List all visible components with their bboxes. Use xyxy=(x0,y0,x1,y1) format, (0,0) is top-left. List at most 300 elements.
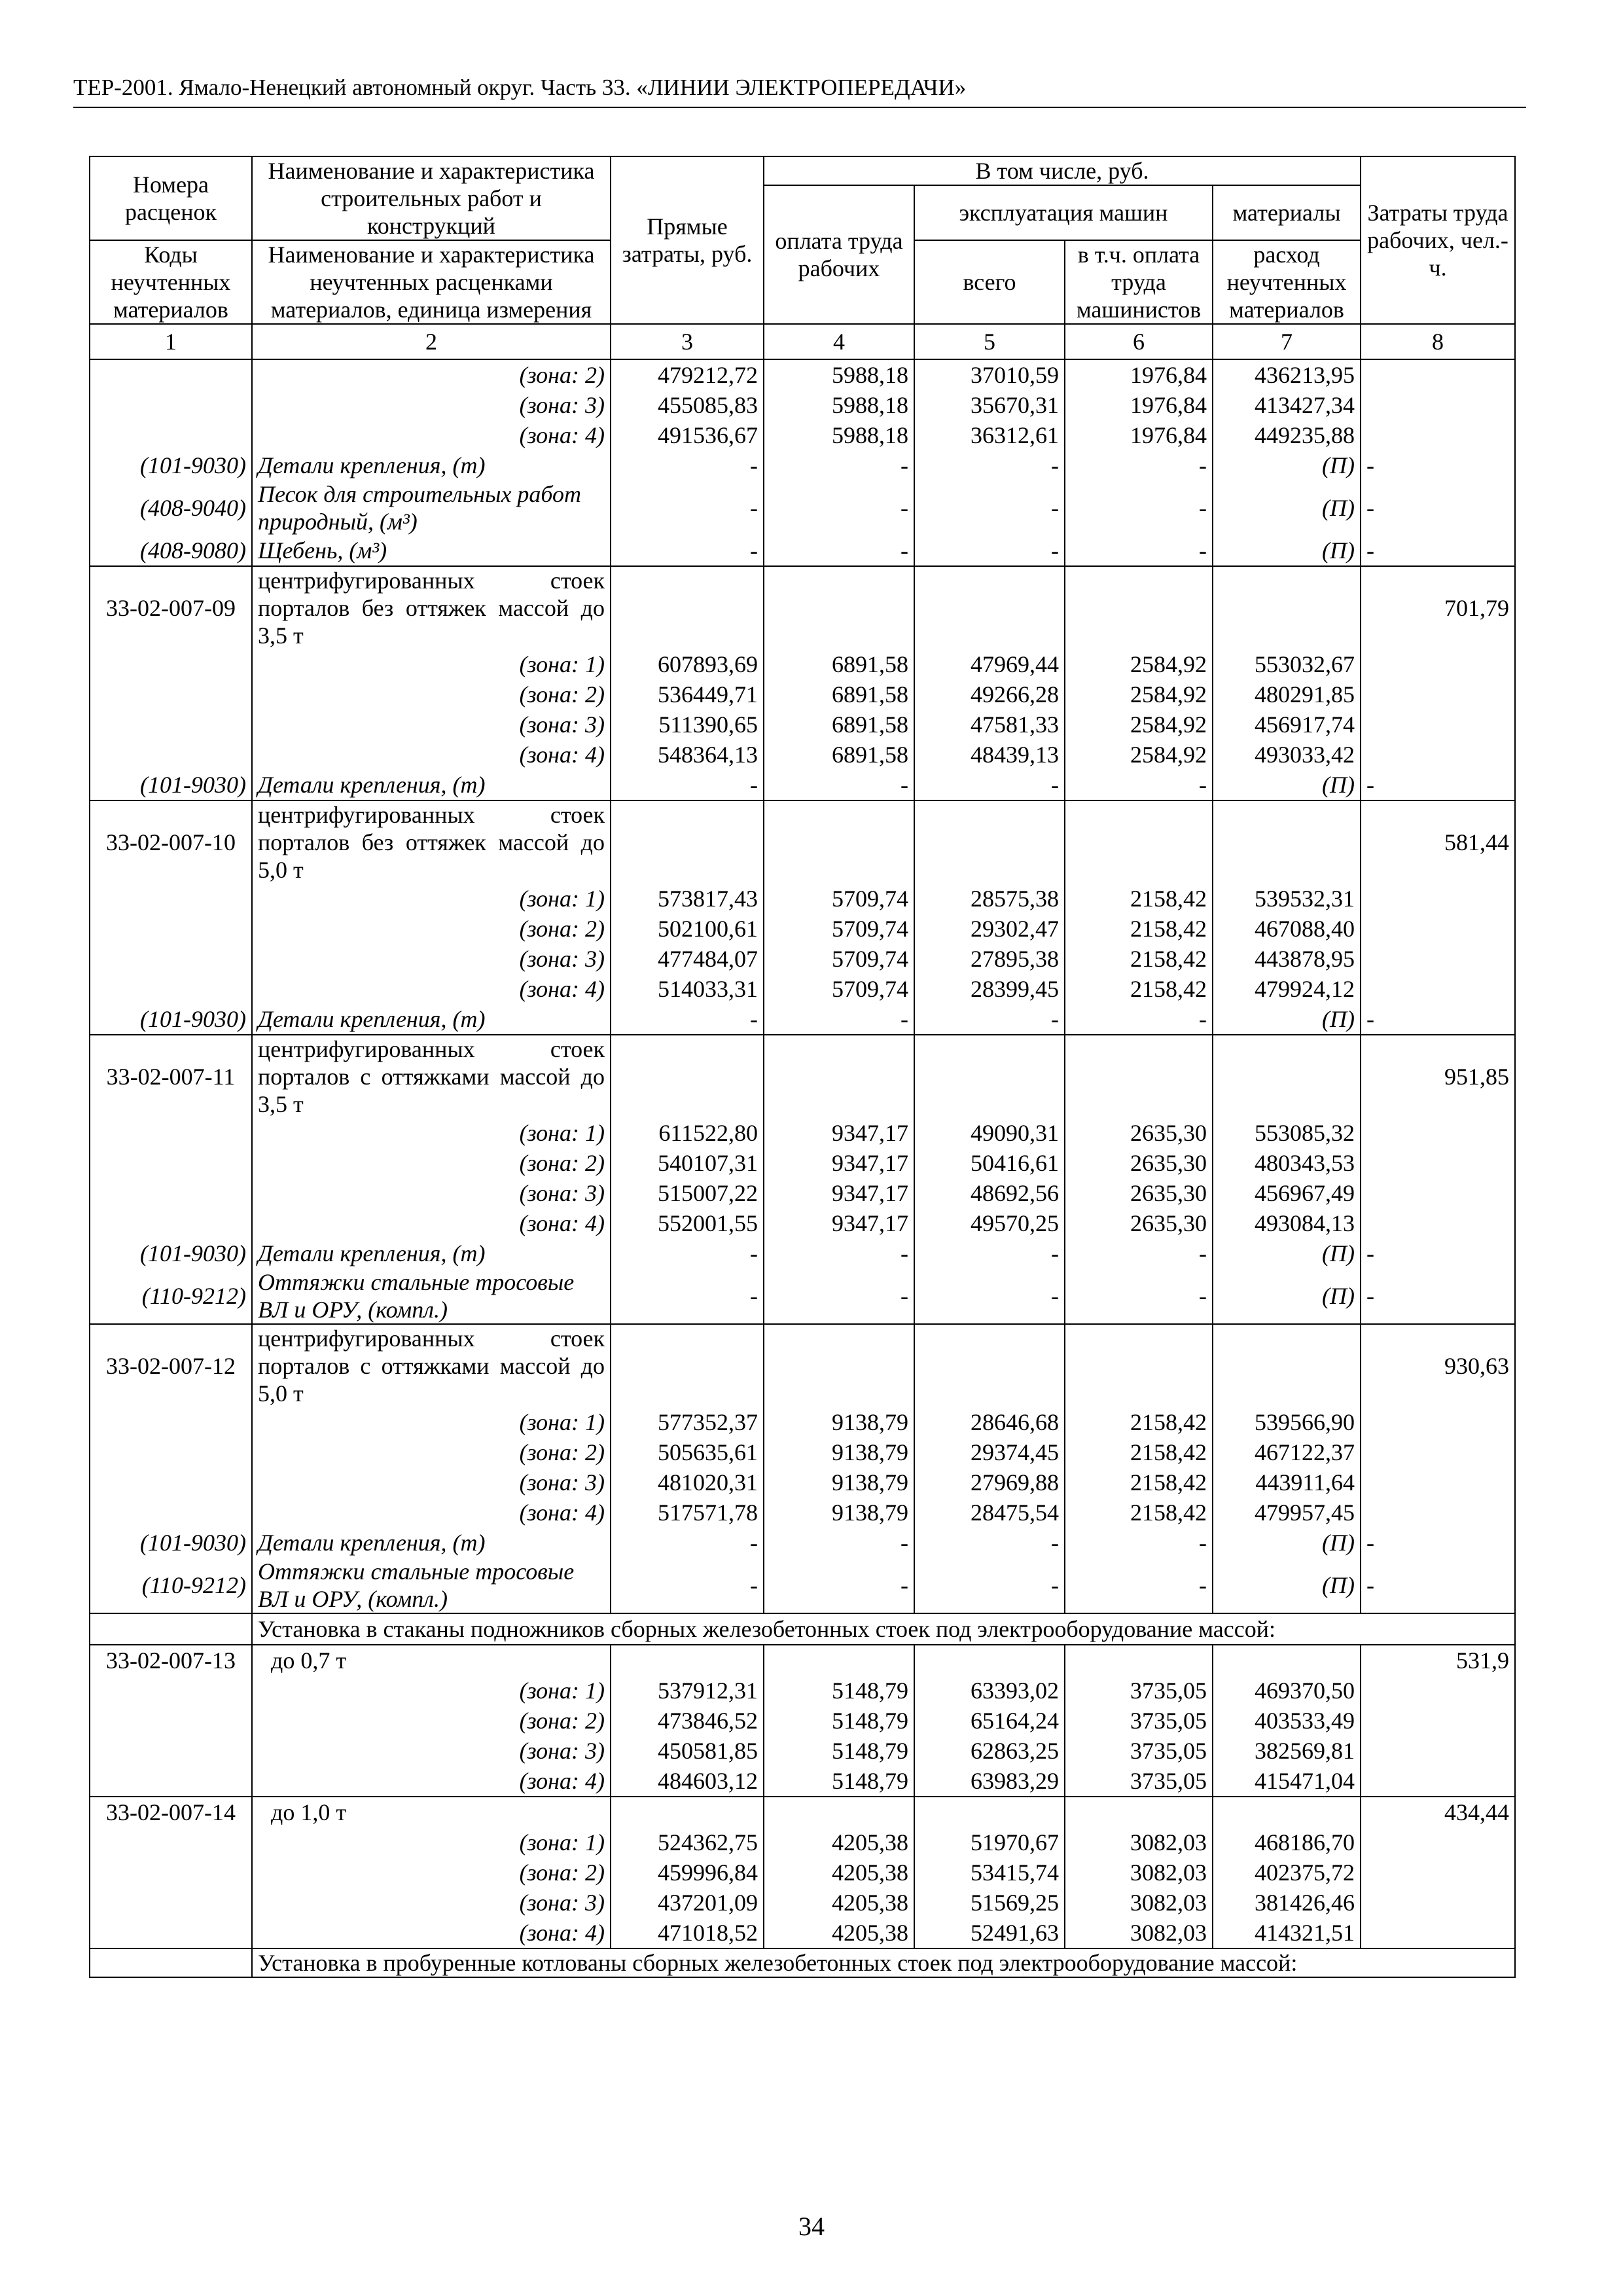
rate-row xyxy=(90,1035,1515,1118)
machines-total: 63393,02 xyxy=(914,1676,1065,1706)
worker-pay: 5988,18 xyxy=(764,420,914,450)
zone-label: (зона: 3) xyxy=(252,1736,611,1766)
machines-total: 28646,68 xyxy=(914,1407,1065,1437)
worker-pay: 9138,79 xyxy=(764,1437,914,1467)
materials-cost: 467122,37 xyxy=(1213,1437,1361,1467)
material-name: Детали крепления, (т) xyxy=(252,450,611,480)
dash: - xyxy=(914,535,1065,566)
zone-row xyxy=(90,709,1515,740)
machines-total: 36312,61 xyxy=(914,420,1065,450)
machinist-pay: 1976,84 xyxy=(1065,359,1213,390)
zone-row xyxy=(90,1118,1515,1148)
machinist-pay: 2635,30 xyxy=(1065,1148,1213,1178)
col2-header: Наименование и характеристика строительных работ и конструкций xyxy=(252,156,611,240)
dash: - xyxy=(914,1004,1065,1035)
zone-label: (зона: 4) xyxy=(252,740,611,770)
direct-cost: 502100,61 xyxy=(611,914,764,944)
materials-cost: 493084,13 xyxy=(1213,1208,1361,1238)
dash: - xyxy=(764,1528,914,1558)
dash: - xyxy=(914,1238,1065,1268)
section-row xyxy=(90,1948,1515,1977)
worker-pay: 5988,18 xyxy=(764,359,914,390)
dash: - xyxy=(764,1268,914,1324)
dash: - xyxy=(914,770,1065,800)
zone-label: (зона: 1) xyxy=(252,1407,611,1437)
zone-label: (зона: 2) xyxy=(252,1437,611,1467)
zone-row xyxy=(90,1736,1515,1766)
zone-label: (зона: 1) xyxy=(252,649,611,679)
worker-pay: 9347,17 xyxy=(764,1118,914,1148)
materials-cost: 467088,40 xyxy=(1213,914,1361,944)
dash: - xyxy=(1065,1558,1213,1613)
materials-cost: 553032,67 xyxy=(1213,649,1361,679)
rate-row xyxy=(90,800,1515,884)
dash: - xyxy=(1065,1004,1213,1035)
material-code: (101-9030) xyxy=(90,1238,252,1268)
machinist-pay: 2158,42 xyxy=(1065,944,1213,974)
zone-label: (зона: 3) xyxy=(252,390,611,420)
material-name: Оттяжки стальные тросовые ВЛ и ОРУ, (компл.) xyxy=(252,1268,611,1324)
dash: - xyxy=(611,1528,764,1558)
dash: - xyxy=(611,1558,764,1613)
dash: - xyxy=(764,480,914,535)
col3-header: Прямые затраты, руб. xyxy=(611,156,764,324)
machinist-pay: 2635,30 xyxy=(1065,1208,1213,1238)
zone-label: (зона: 3) xyxy=(252,709,611,740)
rate-code: 33-02-007-12 xyxy=(90,1324,252,1407)
materials-cost: 479957,45 xyxy=(1213,1498,1361,1528)
zone-label: (зона: 4) xyxy=(252,1766,611,1797)
materials-cost: 413427,34 xyxy=(1213,390,1361,420)
worker-pay: 9347,17 xyxy=(764,1208,914,1238)
direct-cost: 481020,31 xyxy=(611,1467,764,1498)
page-header: ТЕР-2001. Ямало-Ненецкий автономный округ. Часть 33. «ЛИНИИ ЭЛЕКТРОПЕРЕДАЧИ» xyxy=(73,75,967,100)
direct-cost: 437201,09 xyxy=(611,1888,764,1918)
zone-row xyxy=(90,1857,1515,1888)
materials-cost: 436213,95 xyxy=(1213,359,1361,390)
zone-label: (зона: 4) xyxy=(252,420,611,450)
dash: - xyxy=(1361,1268,1515,1324)
material-code: (110-9212) xyxy=(90,1558,252,1613)
material-name: Детали крепления, (т) xyxy=(252,1238,611,1268)
zone-row xyxy=(90,1918,1515,1948)
direct-cost: 611522,80 xyxy=(611,1118,764,1148)
dash: - xyxy=(1361,535,1515,566)
worker-pay: 5148,79 xyxy=(764,1706,914,1736)
dash: - xyxy=(914,480,1065,535)
zone-row xyxy=(90,1208,1515,1238)
pi-mark: (П) xyxy=(1213,770,1361,800)
zone-row xyxy=(90,944,1515,974)
section-title: Установка в стаканы подножников сборных железобетонных стоек под электрооборудование массой: xyxy=(252,1613,1361,1645)
zone-label: (зона: 3) xyxy=(252,1467,611,1498)
direct-cost: 484603,12 xyxy=(611,1766,764,1797)
direct-cost: 548364,13 xyxy=(611,740,764,770)
material-code: (408-9040) xyxy=(90,480,252,535)
materials-cost: 403533,49 xyxy=(1213,1706,1361,1736)
section-row xyxy=(90,1613,1515,1645)
machinist-pay: 2158,42 xyxy=(1065,1467,1213,1498)
machinist-pay: 2584,92 xyxy=(1065,740,1213,770)
dash: - xyxy=(1065,1238,1213,1268)
labor-cost: 951,85 xyxy=(1361,1035,1515,1118)
col-number: 8 xyxy=(1361,324,1515,359)
machines-total: 48439,13 xyxy=(914,740,1065,770)
col-number: 2 xyxy=(252,324,611,359)
zone-row xyxy=(90,740,1515,770)
material-code: (101-9030) xyxy=(90,450,252,480)
dash: - xyxy=(611,1268,764,1324)
rate-name: центрифугированных стоек порталов с оттяжками массой до 5,0 т xyxy=(252,1324,611,1407)
machines-total: 48692,56 xyxy=(914,1178,1065,1208)
machines-total: 28399,45 xyxy=(914,974,1065,1004)
machines-total: 49570,25 xyxy=(914,1208,1065,1238)
direct-cost: 450581,85 xyxy=(611,1736,764,1766)
material-code: (110-9212) xyxy=(90,1268,252,1324)
materials-cost: 480291,85 xyxy=(1213,679,1361,709)
worker-pay: 5148,79 xyxy=(764,1766,914,1797)
dash: - xyxy=(1361,770,1515,800)
zone-row xyxy=(90,1676,1515,1706)
direct-cost: 479212,72 xyxy=(611,359,764,390)
worker-pay: 5148,79 xyxy=(764,1736,914,1766)
direct-cost: 524362,75 xyxy=(611,1827,764,1857)
material-code: (408-9080) xyxy=(90,535,252,566)
zone-label: (зона: 2) xyxy=(252,1857,611,1888)
materials-cost: 468186,70 xyxy=(1213,1827,1361,1857)
material-name: Детали крепления, (т) xyxy=(252,1004,611,1035)
materials-cost: 382569,81 xyxy=(1213,1736,1361,1766)
col-number: 4 xyxy=(764,324,914,359)
material-name: Детали крепления, (т) xyxy=(252,770,611,800)
dash: - xyxy=(1065,535,1213,566)
material-row xyxy=(90,480,1515,535)
machines-total: 28475,54 xyxy=(914,1498,1065,1528)
machinist-pay: 2158,42 xyxy=(1065,884,1213,914)
dash: - xyxy=(1361,1558,1515,1613)
rate-code: 33-02-007-09 xyxy=(90,566,252,649)
machines-total: 50416,61 xyxy=(914,1148,1065,1178)
machines-total: 37010,59 xyxy=(914,359,1065,390)
machines-total: 27895,38 xyxy=(914,944,1065,974)
machinist-pay: 3082,03 xyxy=(1065,1918,1213,1948)
zone-row xyxy=(90,914,1515,944)
pi-mark: (П) xyxy=(1213,1558,1361,1613)
col1-header: Номера расценок xyxy=(90,156,252,240)
rate-name: до 0,7 т xyxy=(252,1645,611,1676)
dash: - xyxy=(764,1004,914,1035)
zone-row xyxy=(90,1766,1515,1797)
section-title: Установка в пробуренные котлованы сборных железобетонных стоек под электрооборудование массой: xyxy=(252,1948,1361,1977)
labor-cost: 701,79 xyxy=(1361,566,1515,649)
rate-name: до 1,0 т xyxy=(252,1797,611,1827)
machinist-pay: 2158,42 xyxy=(1065,914,1213,944)
dash: - xyxy=(1361,1004,1515,1035)
machines-total: 29374,45 xyxy=(914,1437,1065,1467)
machines-header: эксплуатация машин xyxy=(914,185,1213,240)
worker-pay: 5148,79 xyxy=(764,1676,914,1706)
zone-row xyxy=(90,1178,1515,1208)
machinist-pay: 2635,30 xyxy=(1065,1178,1213,1208)
rate-name: центрифугированных стоек порталов с оттяжками массой до 3,5 т xyxy=(252,1035,611,1118)
material-row xyxy=(90,1268,1515,1324)
zone-row xyxy=(90,679,1515,709)
machines-total: 52491,63 xyxy=(914,1918,1065,1948)
dash: - xyxy=(611,450,764,480)
material-code: (101-9030) xyxy=(90,1004,252,1035)
pi-mark: (П) xyxy=(1213,1004,1361,1035)
direct-cost: 577352,37 xyxy=(611,1407,764,1437)
machinist-pay: 2158,42 xyxy=(1065,1407,1213,1437)
direct-cost: 455085,83 xyxy=(611,390,764,420)
dash: - xyxy=(764,1558,914,1613)
rate-code: 33-02-007-14 xyxy=(90,1797,252,1827)
direct-cost: 536449,71 xyxy=(611,679,764,709)
machines-total: 51569,25 xyxy=(914,1888,1065,1918)
direct-cost: 573817,43 xyxy=(611,884,764,914)
col8-header: Затраты труда рабочих, чел.-ч. xyxy=(1361,156,1515,324)
material-row xyxy=(90,770,1515,800)
machinist-pay: 1976,84 xyxy=(1065,390,1213,420)
direct-cost: 517571,78 xyxy=(611,1498,764,1528)
materials-header: материалы xyxy=(1213,185,1361,240)
material-code: (101-9030) xyxy=(90,770,252,800)
zone-row xyxy=(90,974,1515,1004)
material-row xyxy=(90,535,1515,566)
worker-pay: 4205,38 xyxy=(764,1827,914,1857)
material-name: Оттяжки стальные тросовые ВЛ и ОРУ, (компл.) xyxy=(252,1558,611,1613)
zone-label: (зона: 4) xyxy=(252,974,611,1004)
materials-cost: 414321,51 xyxy=(1213,1918,1361,1948)
machines-total: 49090,31 xyxy=(914,1118,1065,1148)
dash: - xyxy=(914,1268,1065,1324)
worker-pay: 4205,38 xyxy=(764,1857,914,1888)
incl-header: В том числе, руб. xyxy=(764,156,1361,185)
material-row xyxy=(90,1004,1515,1035)
zone-label: (зона: 1) xyxy=(252,1676,611,1706)
zone-label: (зона: 1) xyxy=(252,1827,611,1857)
zone-row xyxy=(90,1407,1515,1437)
dash: - xyxy=(1065,1528,1213,1558)
zone-label: (зона: 4) xyxy=(252,1918,611,1948)
zone-row xyxy=(90,420,1515,450)
machines-total: 65164,24 xyxy=(914,1706,1065,1736)
zone-label: (зона: 1) xyxy=(252,884,611,914)
machinist-pay: 2158,42 xyxy=(1065,974,1213,1004)
pi-mark: (П) xyxy=(1213,480,1361,535)
dash: - xyxy=(1361,1238,1515,1268)
machines-total: 35670,31 xyxy=(914,390,1065,420)
labor-cost: 930,63 xyxy=(1361,1324,1515,1407)
machinist-pay: 2584,92 xyxy=(1065,709,1213,740)
rate-code: 33-02-007-11 xyxy=(90,1035,252,1118)
worker-pay: 5988,18 xyxy=(764,390,914,420)
machinist-pay: 3735,05 xyxy=(1065,1766,1213,1797)
worker-pay: 9347,17 xyxy=(764,1178,914,1208)
machinist-pay: 2158,42 xyxy=(1065,1498,1213,1528)
machines-total: 51970,67 xyxy=(914,1827,1065,1857)
worker-pay: 9138,79 xyxy=(764,1467,914,1498)
zone-label: (зона: 4) xyxy=(252,1208,611,1238)
dash: - xyxy=(914,1528,1065,1558)
direct-cost: 459996,84 xyxy=(611,1857,764,1888)
materials-cost: 553085,32 xyxy=(1213,1118,1361,1148)
machinist-pay: 1976,84 xyxy=(1065,420,1213,450)
material-row xyxy=(90,1528,1515,1558)
dash: - xyxy=(1361,480,1515,535)
materials-cost: 449235,88 xyxy=(1213,420,1361,450)
page-number: 34 xyxy=(798,2212,825,2241)
machines-total: 29302,47 xyxy=(914,914,1065,944)
material-row xyxy=(90,1238,1515,1268)
direct-cost: 477484,07 xyxy=(611,944,764,974)
rate-code: 33-02-007-13 xyxy=(90,1645,252,1676)
labor-cost: 581,44 xyxy=(1361,800,1515,884)
materials-cost: 402375,72 xyxy=(1213,1857,1361,1888)
zone-row xyxy=(90,1706,1515,1736)
materials-cost: 493033,42 xyxy=(1213,740,1361,770)
labor-cost: 434,44 xyxy=(1361,1797,1515,1827)
dash: - xyxy=(611,480,764,535)
materials-cost: 479924,12 xyxy=(1213,974,1361,1004)
machinist-pay: 3735,05 xyxy=(1065,1706,1213,1736)
rate-name: центрифугированных стоек порталов без оттяжек массой до 3,5 т xyxy=(252,566,611,649)
worker-pay: 9347,17 xyxy=(764,1148,914,1178)
direct-cost: 514033,31 xyxy=(611,974,764,1004)
dash: - xyxy=(764,770,914,800)
direct-cost: 540107,31 xyxy=(611,1148,764,1178)
direct-cost: 515007,22 xyxy=(611,1178,764,1208)
worker-pay: 6891,58 xyxy=(764,740,914,770)
materials-cost: 469370,50 xyxy=(1213,1676,1361,1706)
worker-pay: 9138,79 xyxy=(764,1407,914,1437)
col7-header: расход неучтенных материалов xyxy=(1213,240,1361,324)
rates-table xyxy=(89,156,1516,1978)
zone-row xyxy=(90,1498,1515,1528)
zone-label: (зона: 1) xyxy=(252,1118,611,1148)
materials-cost: 539532,31 xyxy=(1213,884,1361,914)
zone-label: (зона: 2) xyxy=(252,914,611,944)
materials-cost: 381426,46 xyxy=(1213,1888,1361,1918)
worker-pay: 5709,74 xyxy=(764,914,914,944)
machines-total: 47969,44 xyxy=(914,649,1065,679)
worker-pay: 9138,79 xyxy=(764,1498,914,1528)
machinist-pay: 3735,05 xyxy=(1065,1676,1213,1706)
worker-pay: 5709,74 xyxy=(764,974,914,1004)
dash: - xyxy=(1065,480,1213,535)
materials-cost: 480343,53 xyxy=(1213,1148,1361,1178)
col-number: 5 xyxy=(914,324,1065,359)
zone-label: (зона: 2) xyxy=(252,679,611,709)
worker-pay: 5709,74 xyxy=(764,944,914,974)
worker-pay: 4205,38 xyxy=(764,1888,914,1918)
zone-row xyxy=(90,1827,1515,1857)
zone-row xyxy=(90,1437,1515,1467)
machines-total: 47581,33 xyxy=(914,709,1065,740)
dash: - xyxy=(1065,450,1213,480)
zone-label: (зона: 3) xyxy=(252,1888,611,1918)
zone-label: (зона: 2) xyxy=(252,1148,611,1178)
machinist-pay: 2584,92 xyxy=(1065,679,1213,709)
worker-pay: 5709,74 xyxy=(764,884,914,914)
machinist-pay: 2584,92 xyxy=(1065,649,1213,679)
rate-row xyxy=(90,566,1515,649)
machinist-pay: 2158,42 xyxy=(1065,1437,1213,1467)
col-number: 7 xyxy=(1213,324,1361,359)
machinist-pay: 3082,03 xyxy=(1065,1827,1213,1857)
materials-cost: 415471,04 xyxy=(1213,1766,1361,1797)
worker-pay: 6891,58 xyxy=(764,649,914,679)
machinist-pay: 3082,03 xyxy=(1065,1888,1213,1918)
col6-header: в т.ч. оплата труда машинистов xyxy=(1065,240,1213,324)
dash: - xyxy=(764,1238,914,1268)
machinist-pay: 2635,30 xyxy=(1065,1118,1213,1148)
labor-cost: 531,9 xyxy=(1361,1645,1515,1676)
material-code: (101-9030) xyxy=(90,1528,252,1558)
zone-row xyxy=(90,1888,1515,1918)
dash: - xyxy=(914,450,1065,480)
machines-total: 62863,25 xyxy=(914,1736,1065,1766)
zone-row xyxy=(90,884,1515,914)
zone-row xyxy=(90,390,1515,420)
worker-pay: 6891,58 xyxy=(764,709,914,740)
direct-cost: 505635,61 xyxy=(611,1437,764,1467)
direct-cost: 552001,55 xyxy=(611,1208,764,1238)
materials-cost: 539566,90 xyxy=(1213,1407,1361,1437)
dash: - xyxy=(1361,1528,1515,1558)
direct-cost: 491536,67 xyxy=(611,420,764,450)
materials-cost: 456917,74 xyxy=(1213,709,1361,740)
material-name: Детали крепления, (т) xyxy=(252,1528,611,1558)
dash: - xyxy=(611,770,764,800)
direct-cost: 511390,65 xyxy=(611,709,764,740)
machines-total: 53415,74 xyxy=(914,1857,1065,1888)
col5-header: всего xyxy=(914,240,1065,324)
direct-cost: 607893,69 xyxy=(611,649,764,679)
zone-label: (зона: 2) xyxy=(252,359,611,390)
materials-cost: 443911,64 xyxy=(1213,1467,1361,1498)
dash: - xyxy=(914,1558,1065,1613)
col1-subheader: Коды неучтенных материалов xyxy=(90,240,252,324)
zone-label: (зона: 2) xyxy=(252,1706,611,1736)
materials-cost: 443878,95 xyxy=(1213,944,1361,974)
rate-row xyxy=(90,1797,1515,1827)
pi-mark: (П) xyxy=(1213,1528,1361,1558)
material-row xyxy=(90,1558,1515,1613)
dash: - xyxy=(611,535,764,566)
dash: - xyxy=(611,1238,764,1268)
rate-name: центрифугированных стоек порталов без оттяжек массой до 5,0 т xyxy=(252,800,611,884)
rate-row xyxy=(90,1645,1515,1676)
zone-row xyxy=(90,359,1515,390)
dash: - xyxy=(1361,450,1515,480)
machines-total: 63983,29 xyxy=(914,1766,1065,1797)
pi-mark: (П) xyxy=(1213,1268,1361,1324)
rate-row xyxy=(90,1324,1515,1407)
dash: - xyxy=(1065,770,1213,800)
zone-row xyxy=(90,649,1515,679)
machines-total: 28575,38 xyxy=(914,884,1065,914)
header-rule xyxy=(73,107,1526,108)
zone-label: (зона: 3) xyxy=(252,944,611,974)
dash: - xyxy=(764,535,914,566)
direct-cost: 471018,52 xyxy=(611,1918,764,1948)
dash: - xyxy=(764,450,914,480)
col-number: 6 xyxy=(1065,324,1213,359)
zone-label: (зона: 4) xyxy=(252,1498,611,1528)
pi-mark: (П) xyxy=(1213,535,1361,566)
worker-pay: 4205,38 xyxy=(764,1918,914,1948)
